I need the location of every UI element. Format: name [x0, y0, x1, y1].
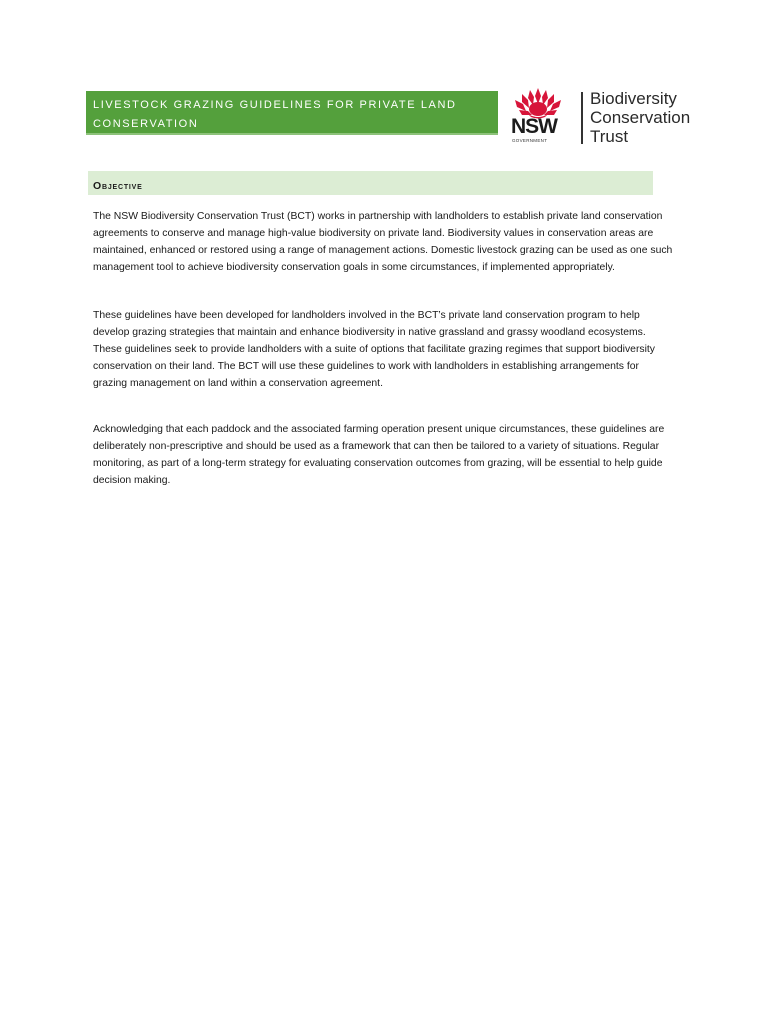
bct-line-1: Biodiversity — [590, 89, 677, 108]
section-heading-objective: Objective — [93, 180, 143, 192]
nsw-wordmark: NSW — [511, 115, 557, 138]
bct-line-3: Trust — [590, 127, 629, 146]
paragraph-1: The NSW Biodiversity Conservation Trust (BCT) works in partnership with landholders to establish private land conservation agreements to conserve and manage high-value biodiversity on private land. Biodiversity values in conservation areas are maintained, enhanced or restored using a range of management actions. Domestic livestock grazing can be used as one such management tool to achieve biodiversity conservation goals in some circumstances, if implemented appropriately. — [93, 211, 673, 273]
logo-divider — [581, 92, 583, 144]
paragraph-2: These guidelines have been developed for landholders involved in the BCT’s private land conservation program to help develop grazing strategies that maintain and enhance biodiversity in native grassland and grassy woodland ecosystems. These guidelines seek to provide landholders with a suite of options that facilitate grazing regimes that support biodiversity conservation on their land. The BCT will use these guidelines to work with landholders in establishing arrangements for grazing management on land within a conservation agreement. — [93, 310, 655, 389]
paragraph-3: Acknowledging that each paddock and the associated farming operation present unique circumstances, these guidelines are deliberately non-prescriptive and should be used as a framework that can then be tailored to a variety of situations. Regular monitoring, as part of a long-term strategy for evaluating conservation outcomes from grazing, will be essential to help guide decision making. — [93, 424, 665, 486]
section-heading-bar — [88, 171, 653, 195]
document-title-line-1: LIVESTOCK GRAZING GUIDELINES FOR PRIVATE LAND — [93, 99, 457, 111]
nsw-government-subtext: GOVERNMENT — [512, 138, 548, 143]
bct-line-2: Conservation — [590, 108, 691, 127]
nsw-bct-logo — [508, 80, 708, 150]
document-title-line-2: CONSERVATION — [93, 118, 199, 130]
bct-wordmark — [590, 89, 690, 146]
document-title-bar — [86, 91, 498, 135]
